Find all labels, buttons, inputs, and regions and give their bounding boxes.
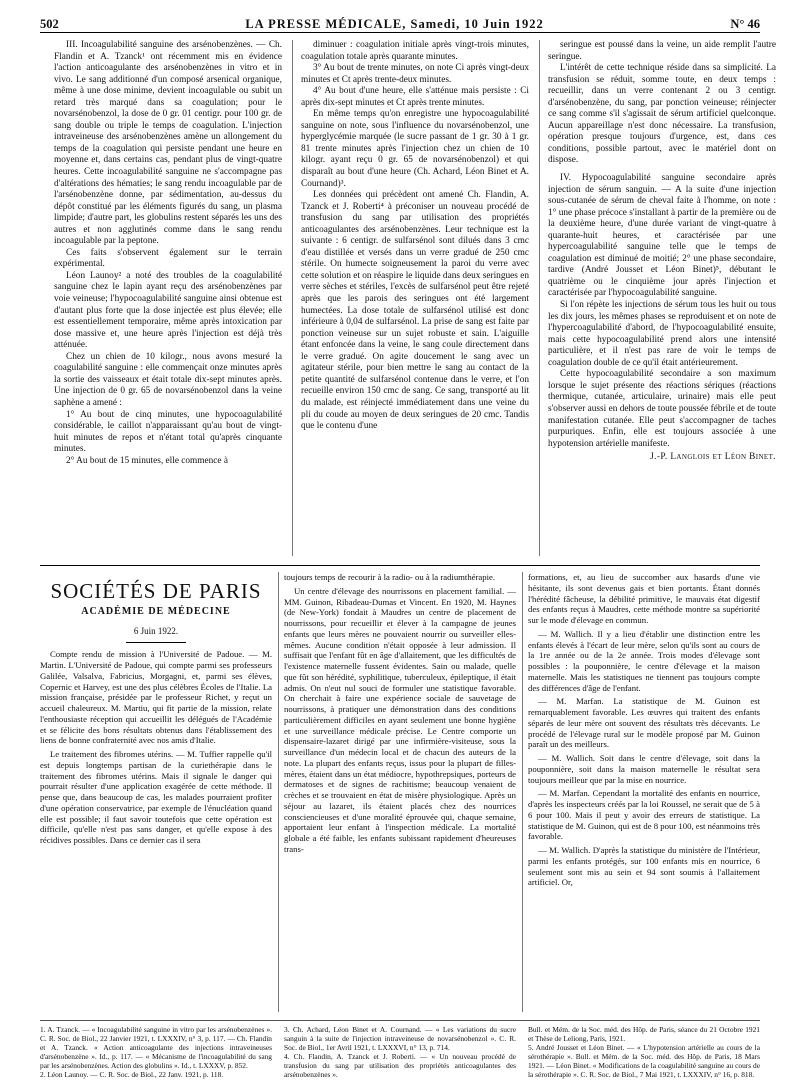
footnote: Bull. et Mém. de la Soc. méd. des Hôp. de Paris, séance du 21 Octobre 1921 et Thèse de Leliong, Paris, 1921. xyxy=(528,1025,760,1043)
paragraph: seringue est poussé dans la veine, un aide remplit l'autre seringue. xyxy=(548,40,776,62)
issue-number: N° 46 xyxy=(730,17,760,31)
paragraph: Les données qui précèdent ont amené Ch. Flandin, A. Tzanck et J. Roberti⁴ à préconiser un nouveau procédé de transfusion du sang par utilisation des propriétés anticoagulantes des arsénobenzènes. Leur technique est la suivante : 6 centigr. de sulfarsénol sont dilués dans 3 cmc d'eau distillée et versés dans un verre gradué de 250 cmc stérile. On humecte soigneusement la paroi du verre avec cette solution et on réaspire le liquide dans deux seringues en verre sèches et stériles, l'excès de sulfarsénol peut être rejeté après que les parois des seringues ont été largement humectées. La dose totale de sulfarsénol utilisé est donc inférieure à 0,04 de sulfarsénol. La prise de sang est faite par ponction veineuse sur un sujet robuste et sain. L'aiguille étant enfoncée dans la veine, le sang coule directement dans le verre gradué. On agite doucement le sang avec un agitateur stérile, pour bien mettre le sang au contact de la petite quantité de sulfarsénol contenue dans le verre, et l'on recueille environ 150 cmc de sang. Ce sang, transporté au lit du malade, est réinjecté immédiatement dans une veine du pli du coude au moyen de deux seringues de 20 cmc. Tandis que le contenu d'une xyxy=(301,190,529,432)
footnote: 4. Ch. Flandin, A. Tzanck et J. Roberti. — « Un nouveau procédé de transfusion du sang par utilisation des propriétés anticoagulantes des arsénobenzènes ». xyxy=(284,1052,516,1079)
article-column-3 xyxy=(548,40,776,556)
article-column-2 xyxy=(301,40,529,556)
report-paragraph: — M. Marfan. La statistique de M. Guinon est remarquablement favorable. Les œuvres qui traitent des enfants séparés de leur mère ont souvent des résultats très décevants. Le procédé de l'élevage rural sur le modèle proposé par M. Guinon paraît un des meilleurs. xyxy=(528,696,760,750)
report-paragraph: Le traitement des fibromes utérins. — M. Tuffier rappelle qu'il est depuis longtemps partisan de la curiethérapie dans le traitement des fibromes utérins. Mais il signale le danger qui pourrait résulter d'une application exagérée de cette méthode. Il pense que, dans beaucoup de cas, les malades pourraient profiter d'une opération conservatrice, par exemple de l'énucléation quand elle est possible; il faut savoir toutefois que cette opération est difficile, qu'elle n'est pas sans danger, et qu'elle expose à des récidives possibles. Dans ce dernier cas il sera xyxy=(40,749,272,845)
footnote: 5. André Jousset et Léon Binet. — « L'hypotension artérielle au cours de la sérothérapie ». Bull. et Mém. de la Soc. méd. des Hôp. de Paris, 18 Mars 1921. — Léon Binet. « Modifications de la coagulabilité sanguine au cours de la sérothérapie ». C. R. Soc. de Biol., 7 Mai 1921, t. LXXXIV, n° 16, p. 818. xyxy=(528,1043,760,1079)
article-column-1 xyxy=(54,40,282,556)
societes-section xyxy=(40,572,760,1012)
societes-column-3 xyxy=(528,572,760,1012)
society-heading: ACADÉMIE DE MÉDECINE xyxy=(81,605,231,617)
footnotes-column-2 xyxy=(284,1025,516,1079)
report-paragraph: — M. Wallich. Il y a lieu d'établir une distinction entre les enfants élevés à l'écart de leur mère, selon qu'ils sont au cours de la 1re année ou de la 2e année. Trois modes d'élevage sont possibles : la pouponnière, le centre d'élevage et la maison maternelle. Mais les statistiques ne tiennent pas toujours compte des différences d'âge de l'enfant. xyxy=(528,628,760,693)
column-rule xyxy=(278,572,279,1012)
article-signature: J.-P. Langlois et Léon Binet. xyxy=(650,452,776,463)
report-paragraph: toujours temps de recourir à la radio- ou à la radiumthérapie. xyxy=(284,572,496,582)
journal-name: LA PRESSE MÉDICALE, xyxy=(245,17,407,31)
report-paragraph: formations, et, au lieu de succomber aux hasards d'une vie hésitante, ils sont devenus gais et bien portants. Étant donnés l'hérédité fâcheuse, la débilité primitive, le mauvais état digestif des enfants reçus à Maudres, cette méthode montre sa supériorité sur le mode d'élevage en commun. xyxy=(528,572,760,625)
running-title xyxy=(245,17,543,32)
footnote: 3. Ch. Achard, Léon Binet et A. Cournand. — « Les variations du sucre sanguin à la suite de l'injection intraveineuse de novarsénobenzol ». C. R. Soc. de Biol., 1er Avril 1921, t. LXXXVI, n° 13, p. 714. xyxy=(284,1025,516,1052)
short-rule xyxy=(126,642,186,643)
footnote: 2. Léon Launoy. — C. R. Soc. de Biol., 22 Janv. 1921, p. 118. xyxy=(40,1070,224,1079)
column-rule xyxy=(522,572,523,1012)
section-divider xyxy=(40,565,760,566)
session-date: 6 Juin 1922. xyxy=(133,625,179,636)
paragraph: IV. Hypocoagulabilité sanguine secondaire après injection de sérum sanguin. — A la suite d'une injection sous-cutanée de sérum de cheval faite à l'homme, on note : 1° une phase précoce s'installant à partir de la première ou de la deuxième heure, d'une durée variant de vingt-quatre à quarante-huit heures, et caractérisée par une hypercoagulabilité sanguine telle que le temps de coagulation est diminué de moitié; 2° une phase secondaire, tardive (André Jousset et Léon Binet)⁵, débutant le quatrième ou le cinquième jour après l'injection et caractérisée par l'hypocoagulabilité sanguine. xyxy=(548,173,776,299)
paragraph: Si l'on répète les injections de sérum tous les huit ou tous les dix jours, les mêmes phases se reproduisent et on note de l'hypercoagulabilité d'abord, de l'hypocoagulabilité ensuite, mais cette hypocoagulabilité prend alors une intensité particulière, et il n'est pas rare de voir le temps de coagulation double de ce qu'il était antérieurement. xyxy=(548,300,776,368)
footnotes-column-3 xyxy=(528,1025,760,1079)
report-paragraph: Compte rendu de mission à l'Université de Padoue. — M. Martin. L'Université de Padoue, qui compte parmi ses professeurs Galilée, Valsalva, Fabricius, Morgagni, et, parmi ses élèves, Copernic et Harvey, est une des plus célèbres Écoles de l'Italie. La mission française, présidée par le professeur Richet, y reçut un accueil chaleureux. M. Martiu, qui fit partie de la mission, relate l'enthousiaste réception qui accueillit les délégués de l'Académie et se félicite des bons résultats obtenus dans l'établissement des liens de bonne confraternité avec nos amis d'Italie. xyxy=(40,649,272,746)
report-paragraph: — M. Marfan. Cependant la mortalité des enfants en nourrice, d'après les inspecteurs créés par la loi Roussel, ne serait que de 5 à 6 pour 100. Mais il peut y avoir des erreurs de statistique. La statistique de M. Guinon, qui est de 8 pour 100, est néanmoins très favorable. xyxy=(528,788,760,842)
page-number: 502 xyxy=(40,17,59,31)
paragraph: 2° Au bout de 15 minutes, elle commence à xyxy=(66,455,228,466)
paragraph: L'intérêt de cette technique réside dans sa simplicité. La transfusion se réduit, somme toute, en deux temps : recueillir, dans un verre contenant 2 ou 3 centigr. d'arsénobenzène, du sang, par ponction veineuse; réinjecter ce sang comme s'il s'agissait de sérum artificiel quelconque. Aucun appareillage n'est donc nécessaire. La transfusion, opération presque toujours d'urgence, est, dans ces conditions, possible partout, avec le matériel dont on dispose. xyxy=(548,63,776,166)
paragraph: Ces faits s'observent également sur le terrain expérimental. xyxy=(54,247,282,270)
paragraph: 1° Au bout de cinq minutes, une hypocoagulabilité considérable, le caillot n'apparaissant qu'au bout de vingt-huit minutes de repos et n'étant total qu'après cinquante minutes. xyxy=(54,409,282,455)
paragraph: Chez un chien de 10 kilogr., nous avons mesuré la coagulabilité sanguine : elle commençait onze minutes après la sortie des vaisseaux et était totale dix-sept minutes après. Une injection de 0 gr. 65 de novarsénobenzol dans la veine saphène a amené : xyxy=(54,351,282,408)
article-continuation xyxy=(54,40,776,556)
footnotes-column-1 xyxy=(40,1025,272,1079)
report-paragraph: — M. Wallich. Soit dans le centre d'élevage, soit dans la pouponnière, soit dans la maison maternelle le résultat sera toujours meilleur que par la mise en nourrice. xyxy=(528,753,760,785)
footnotes xyxy=(40,1020,760,1079)
societes-column-2 xyxy=(284,572,516,1012)
page-header xyxy=(40,14,760,33)
paragraph: 3° Au bout de trente minutes, on note Ci après vingt-deux minutes et Ct après trente-deux minutes. xyxy=(301,63,529,85)
issue-date: Samedi, 10 Juin 1922 xyxy=(410,17,544,31)
footnote: 1. A. Tzanck. — « Incoagulabilité sanguine in vitro par les arsénobenzènes ». C. R. Soc. de Biol., 22 Janvier 1921, t. LXXXIV, n° 3, p. 117. — Ch. Flandin et A. Tzanck. « Action anticoagulante des injections intraveineuses d'arsénobenzène ». Id., p. 117. — « Mécanisme de l'incoagulabilité du sang par les arsénobenzènes. Action des globulins ». Id., t. LXXXV, p. 852. xyxy=(40,1025,272,1070)
paragraph: Cette hypocoagulabilité secondaire a son maximum lorsque le sujet présente des réactions sériques (réactions thermique, cutanée, articulaire, urinaire) mais elle peut s'observer aussi en dehors de toute poussée fébrile et de toute manifestation cutanée. Elle peut s'accompagner de taches purpuriques. Enfin, elle est toujours associée à une hypotension artérielle manifeste. xyxy=(548,369,776,449)
section-title: SOCIÉTÉS DE PARIS xyxy=(50,579,262,603)
paragraph: 4° Au bout d'une heure, elle s'atténue mais persiste : Ci après dix-sept minutes et Ct après trente minutes. xyxy=(301,86,529,108)
report-paragraph: Un centre d'élevage des nourrissons en placement familial. — MM. Guinon, Ribadeau-Dumas et Vincent. En 1920, M. Haynes (de New-York) fondait à Maudres un centre de placement de nourrissons, pour recueillir et élever à la campagne de jeunes enfants que leurs mères ne pouvaient nourrir ou surveiller elles-mêmes. Aucune condition n'était opposée à leur admission. Il suffisait que l'enfant fût en âge d'allaitement, que les difficultés de l'existence maternelle fussent évidentes. Sain ou malade, quelle que fût son hérédité, syphilitique, tuberculeux, épileptique, il était admis. On n'eut nul souci de formuler une statistique favorable. On cherchait à faire une expérience sociale de sauvetage de nourrissons, à pratiquer une démonstration dans des conditions particulièrement difficiles en ayant seulement une bonne hygiène et une surveillance médicale précise. Le Centre comporte un dispensaire-lazaret dirigé par une infirmière-visiteuse, sous la surveillance d'un médecin local et de chacun des auteurs de la note. La plupart des enfants reçus, issus pour la plupart de filles-mères, étaient dans un état médiocre, hypothrepsiques, porteurs de dermatoses et de signes de rachitisme; beaucoup venaient de crèches et se trouvaient en état de misère physiologique. Après un séjour au lazaret, ils étaient placés chez des nourrices consciencieuses et d'une moralité éprouvée qui, chaque semaine, apportaient leur enfant à l'inspection médicale. La mortalité globale a été faible, les enfants subissant rapidement d'heureuses trans- xyxy=(284,585,516,854)
paragraph: diminuer : coagulation initiale après vingt-trois minutes, coagulation totale après quarante minutes. xyxy=(301,40,529,62)
paragraph: Léon Launoy² a noté des troubles de la coagulabilité sanguine chez le lapin ayant reçu des arsénobenzènes par voie veineuse; l'hypocoagulabilité sanguine ainsi obtenue est d'autant plus forte que la dose injectée est plus élevée; elle est essentiellement temporaire, même après intoxication par dose massive et, une heure après l'injection est déjà très atténuée. xyxy=(54,270,282,351)
report-paragraph: — M. Wallich. D'après la statistique du ministère de l'Intérieur, parmi les enfants protégés, sur 100 enfants mis en nourrice, 6 seulement sont mis au sein et 94 sont soumis à l'allaitement artificiel. Or, xyxy=(528,845,760,888)
paragraph: En même temps qu'on enregistre une hypocoagulabilité sanguine on note, sous l'influence du novarsénobenzol, une hyperglycémie marquée (le sucre passant de 1 gr. 30 à 1 gr. 81 trente minutes après l'injection chez un chien de 10 kilogr. ayant reçu 0 gr. 65 de novarsénobenzol) et qui disparaît au bout d'une heure (Ch. Achard, Léon Binet et A. Cournand)³. xyxy=(301,109,529,189)
paragraph: III. Incoagulabilité sanguine des arsénobenzènes. — Ch. Flandin et A. Tzanck¹ ont récemment mis en évidence l'action anticoagulante des arsénobenzènes in vitro et in vivo. Le sang additionné d'un composé arsenical organique, même à une dose minime, devient incoagulable ou subit un retard très marqué dans sa coagulation; pour le novarsénobenzol, la dose de 0 gr. 01 centigr. pour 100 gr. de sang double ou triple le temps de coagulation. L'injection intraveineuse des arsénobenzènes amène un allongement du temps de la coagulation qui persiste pendant une heure en moyenne et, dans certains cas, pendant plus de vingt-quatre heures. Cette incoagulabilité sanguine ne s'accompagne pas d'altérations des hématies; le sang rendu incoagulable par de l'arsénobenzène donne, par sédimentation, au-dessus du dépôt constitué par les éléments figurés du sang, un plasma limpide; d'autre part, les globulins restent séparés les uns des autres et non agglutinés comme dans le sang rendu incoagulable par la peptone. xyxy=(54,40,282,247)
column-rule xyxy=(539,40,540,556)
column-rule xyxy=(292,40,293,556)
societes-column-1 xyxy=(40,572,272,1012)
